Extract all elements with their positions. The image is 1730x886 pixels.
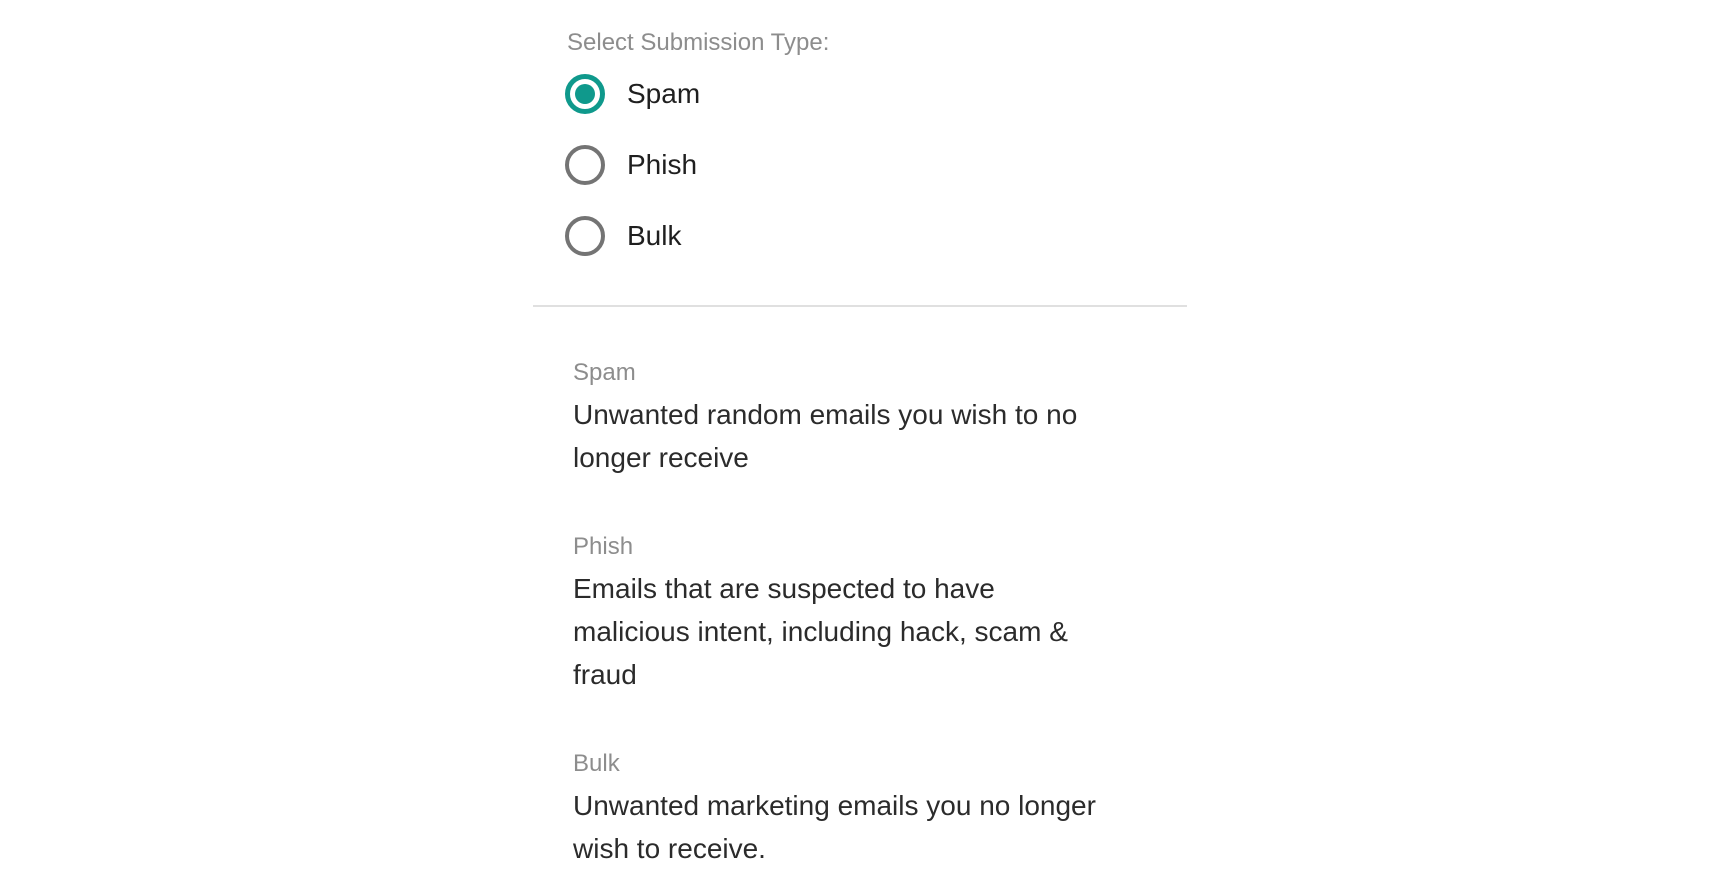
section-text-phish: Emails that are suspected to have malicious intent, including hack, scam & fraud (573, 573, 1068, 690)
section-title-phish: Phish (573, 533, 634, 560)
description-section-spam (573, 360, 1108, 479)
radio-option-label-phish[interactable]: Phish (627, 149, 698, 180)
radio-dot-icon (575, 226, 595, 246)
radio-dot-icon (575, 155, 595, 175)
radio-icon[interactable] (565, 145, 605, 185)
type-descriptions (573, 360, 1108, 870)
section-text-bulk: Unwanted marketing emails you no longer wish to receive. (573, 790, 1096, 864)
section-title-spam: Spam (573, 359, 636, 386)
description-section-phish (573, 534, 1108, 696)
radio-option-phish[interactable] (565, 145, 697, 185)
description-section-bulk (573, 751, 1108, 870)
section-title-bulk: Bulk (573, 750, 620, 777)
radio-option-spam[interactable] (565, 74, 700, 114)
radio-icon[interactable] (565, 74, 605, 114)
submission-type-group-label: Select Submission Type: (567, 29, 830, 56)
radio-option-bulk[interactable] (565, 216, 681, 256)
divider (533, 305, 1187, 307)
radio-option-label-spam[interactable]: Spam (627, 78, 701, 109)
radio-option-label-bulk[interactable]: Bulk (627, 220, 682, 251)
radio-icon[interactable] (565, 216, 605, 256)
submission-type-radio-group (565, 74, 1187, 256)
section-text-spam: Unwanted random emails you wish to no longer receive (573, 399, 1078, 473)
radio-dot-icon (575, 84, 595, 104)
form-content-column (565, 30, 1187, 870)
